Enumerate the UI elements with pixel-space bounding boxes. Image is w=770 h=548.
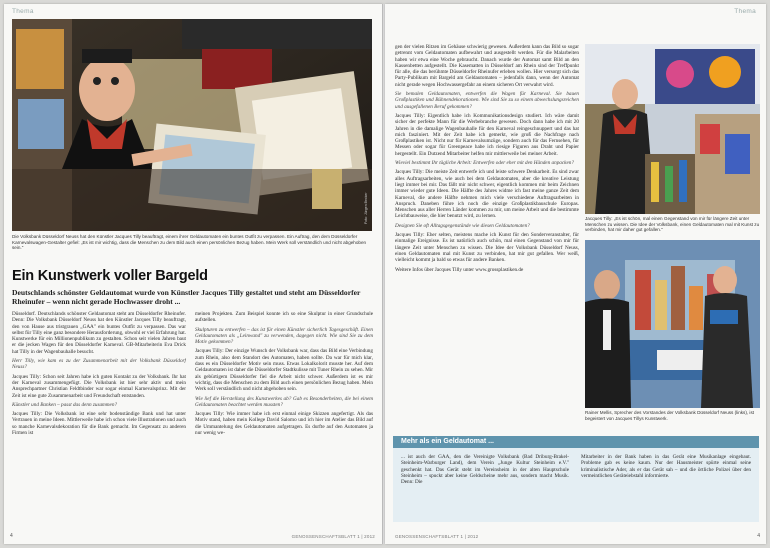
paragraph: Jacques Tilly: Wie immer habe ich erst einmal einige Skizzen angefertigt. Als das Motiv stand, haben mein Kollege David Salomo und ich hier im Atelier das Bild auf die Ummantelung des Geldautomaten aufgetragen. Es durfte auf den Automaten ja nur wenig we- [195, 411, 373, 437]
artist-at-desk-photo [12, 19, 372, 231]
paragraph: Jacques Tilly: Eigentlich habe ich Kommunikationsdesign studiert. Ich wäre damit sicher der perfekte Mann für die Werbebranche gewesen. Doch dann habe ich mit 20 Jahren in die damalige Wagenbauhalle für den Karneval reingeschnuppert und das hat mich fasziniert. Mit der Zeit habe ich gemerkt, wie groß die Nachfrage nach Großplastiken ist. Nicht nur für Karnevalsumzüge, sondern auch für das Fernsehen, für Messen oder sogar für Greenpeace habe ich riesige Figuren aus Draht und Papier hergestellt. Ein Dutzend Mitarbeiter helfen mir mittlerweile bei meiner Arbeit. [395, 112, 579, 157]
paragraph: meinen Projekten. Zum Beispiel konnte ich so eine Skulptur in einer Grundschule aufstellen. [195, 311, 373, 324]
text-column-1 [395, 44, 579, 422]
interview-question: Herr Tilly, wie kam es zu der Zusammenarbeit mit der Volksbank Düsseldorf Neuss? [12, 358, 186, 371]
page-number: 4 [10, 533, 13, 539]
photo-caption-top: Jacques Tilly: „Es ist schön, mal einen Gegenstand von mir für längere Zeit unter Menschen zu wissen. Die Idee der Volksbank, einen Geldautomaten mal mit Kunst zu verbinden, hat mir daher gut gefallen." [585, 216, 760, 233]
page-number: 4 [757, 533, 760, 539]
article-headline: Ein Kunstwerk voller Bargeld [12, 268, 208, 284]
interview-question: Künstler und Banken – passt das denn zusammen? [12, 401, 118, 408]
atm-photo [585, 240, 760, 408]
paragraph: gen der vielen Ritzen im Gehäuse schwierig gewesen. Außerdem kann das Bild so sogar getrennt vom Geldautomaten aufbewahrt und ausgestellt werden. Für die Malarbeiten haben wir etwa eine Woche gebraucht. Danach wurde der Automat samt Bild an den Kassenbetten aufgestellt. Die Kasematten in Düsseldorf am Rhein sind der Treffpunkt für alle, die das berühmte Düsseldorfer Rheinufer erleben wollen. Hier versorgt sich das Party-Publikum mit Bargeld am Geldautomaten – jedenfalls dann, wenn der Automat nicht gerade wegen Hochwassergefahr an einem sicheren Ort verwahrt wird. [395, 44, 579, 88]
interview-question: Designen Sie oft Alltagsgegenstände wie diesen Geldautomaten? [395, 222, 530, 229]
atm-illustration [585, 240, 760, 408]
artist-at-desk-illustration [12, 19, 372, 231]
info-box-column-1: ... ist auch der GAA, den die Vereinigte Volksbank (Bad Driburg-Brakel-Steinheim-Warburger Land), dem Verein „Junge Kultur Steinheim e.V." geschenkt hat. Das Gerät steht im Vereinsheim in der alten Hauptschule Steinheim – spuckt aber keine Geldscheine mehr aus, sondern macht Musik. Denn: Die [401, 454, 569, 486]
article-subheadline: Deutschlands schönster Geldautomat wurde von Künstler Jacques Tilly gestaltet und steht am Düsseldorfer Rheinufer – wenn nicht gerade Hochwasser droht ... [12, 288, 361, 306]
info-box-title: Mehr als ein Geldautomat ... [393, 436, 759, 448]
paragraph: Düsseldorf. Deutschlands schönster Geldautomat steht am Düsseldorfer Rheinufer. Denn: Die Volksbank Düsseldorf Neuss hat den Künstler Jacques Tilly beauftragt, den von Hause aus tristgrauen „GAA" ein buntes Outfit zu verpassen. Das war selbst für Tilly eine ganz besondere Herausforderung, obwohl er viel Erfahrung hat. Kunstwerke für ein Millionenpublikum zu gestalten. Schon seit vielen Jahren baut er die jecken Wagen für den Düsseldorfer Karneval. GB-Mitarbeiterin Eva Drick hat Tilly in der Wagenbauhalle besucht. [12, 311, 186, 355]
paragraph: Jacques Tilly: Der einzige Wunsch der Volksbank war, dass das Bild eine Verbindung zum Rhein, also dem Standort des Automaten, haben sollte. Da war für mich klar, dass es ein Düsseldorfer Motiv sein muss. Etwas Lokalkolorit musste her. Auf dem Geldautomaten ist daher die Düsseldorfer Stadtkulisse mit Tuner Rhein zu sehen. Mir als gebürtigem Düsseldorfer fiel die Arbeit nicht schwer. Außerdem ist es mir wichtig, dass die Menschen zu dem Bild auch einen persönlichen Bezug haben. Mein Werk soll verständlich und nicht abgehoben sein. [195, 348, 373, 393]
info-box-column-2: Mitarbeiter in der Bank haben in das Gerät eine Musikanlage eingebaut. Probleme gab es keine kaum. Nur der Hausmeister spürte einmal seine kriminalistische Ader, als er das Gerät sah – und die örtliche Polizei über den vermeintlichen Geräteiebstahl informierte. [581, 454, 751, 479]
right-page [385, 4, 766, 544]
interview-question: Wieviel bestimmt Ihr tägliche Arbeit: Entwerfen oder eher mit den Händen anpacken? [395, 160, 574, 167]
workshop-illustration [585, 44, 760, 214]
interview-question: Sie bemalen Geldautomaten, entwerfen die Wagen für Karneval. Sie bauen Großplastiken und Bühnendekorationen. Wie sind Sie zu so einem abwechslungsreichen und ausgefallenen Beruf gekommen? [395, 91, 579, 110]
section-kicker: Thema [734, 8, 756, 15]
text-column-2 [195, 311, 373, 529]
paragraph: Jacques Tilly: Die Volksbank ist eine sehr bodenständige Bank und hat unter Vertrauen in meine Ideen. Mittlerweile habe ich schon viele Illustrationen und auch so manche Karnevalsdekoration für die Bank gemacht. Im Gegensatz zu anderen Firmen ist [12, 411, 186, 437]
info-box [393, 448, 759, 522]
interview-question: Wie lief die Herstellung des Kunstwerkes ab? Gab es Besonderheiten, die bei einem Geldautomaten beachtet werden mussten? [195, 395, 373, 408]
left-page [4, 4, 383, 544]
paragraph: Jacques Tilly: Eher selten, meistens mache ich Kunst für den Sonderveranstalter, für einmalige Ereignisse. Es ist natürlich auch schön, mal einen Gegenstand von mir für längere Zeit unter Menschen zu wissen. Die Idee der Volksbank Düsseldorf Neuss, einen Geldautomaten mal mit Kunst zu verbinden, hat mir gut gefallen. Wer weiß, vielleicht kommt ja bald so etwas für andere Banken. [395, 232, 579, 264]
interview-question: Skulpturen zu entwerfen – das ist für einen Künstler sicherlich Tagesgeschäft. Einen Geldautomaten als „Leinwand" zu verwenden, dagegen nicht. Wie sind Sie zu dem Motiv gekommen? [195, 326, 373, 346]
section-kicker: Thema [12, 8, 34, 15]
photo-credit: Foto: Jürgen Becker [364, 192, 368, 224]
page-footer: GENOSSENSCHAFTSBLATT 1 | 2012 [395, 534, 479, 539]
page-footer: GENOSSENSCHAFTSBLATT 1 | 2012 [291, 534, 375, 539]
text-column-1 [12, 311, 186, 529]
info-link-text: Weitere Infos über Jacques Tilly unter www.grossplastiken.de [395, 266, 524, 273]
paragraph: Jacques Tilly: Schon seit Jahren habe ich guten Kontakt zu der Volksbank. Ihr hat der Karneval zusammengefügt. Die Volksbank ist hier sehr aktiv und mein Ansprechpartner Christian Feldtbinder war sogar einmal Karnevalsprinz. Mit der Zeit ist eine gute Zusammenarbeit und Freundschaft entstanden. [12, 373, 186, 399]
photo-caption: Die Volksbank Düsseldorf Neuss hat den Künstler Jacques Tilly beauftragt, einem ihrer Geldautomaten ein buntes Outfit zu verpassen. Ein Auftrag, den dem Düsseldorfer Karnevalswagen-Gestalter gefiel: „Es ist mir wichtig, dass die Menschen zu dem Bild auch einen persönlichen Bezug haben. Mein Werk soll verständlich und nicht abgehoben sein." [12, 234, 367, 251]
workshop-photo [585, 44, 760, 214]
photo-caption-bottom: Rainer Mellis, Sprecher des Vorstandes der Volksbank Düsseldorf Neuss (links), ist begeistert von Jacques Tillys Kunstwerk. [585, 410, 755, 421]
paragraph: Jacques Tilly: Die meiste Zeit entwerfe ich und leiste schwere Denkarbeit. Es sind zwar alles Auftragsarbeiten, wie auch bei dem Geldautomaten, aber die kreative Leistung liegt immer bei mir. Das fällt mir nicht schwer, eigentlich kommen mir beim Zeichnen immer wieder gute Ideen. Die Hälfte des Jahres widme ich fast meine ganze Zeit dem Karneval, die andere Hälfte nehmen mich viele verschiedene Auftragsarbeiten in Anspruch. Daneben führe ich noch die einzige Großplastikbauschule Europas. Menschen aus aller Herren Länder kommen zu mir, um meine Arbeit und die bestimmte Leichtbauweise, die hier benutzt wird, zu lernen. [395, 169, 579, 220]
